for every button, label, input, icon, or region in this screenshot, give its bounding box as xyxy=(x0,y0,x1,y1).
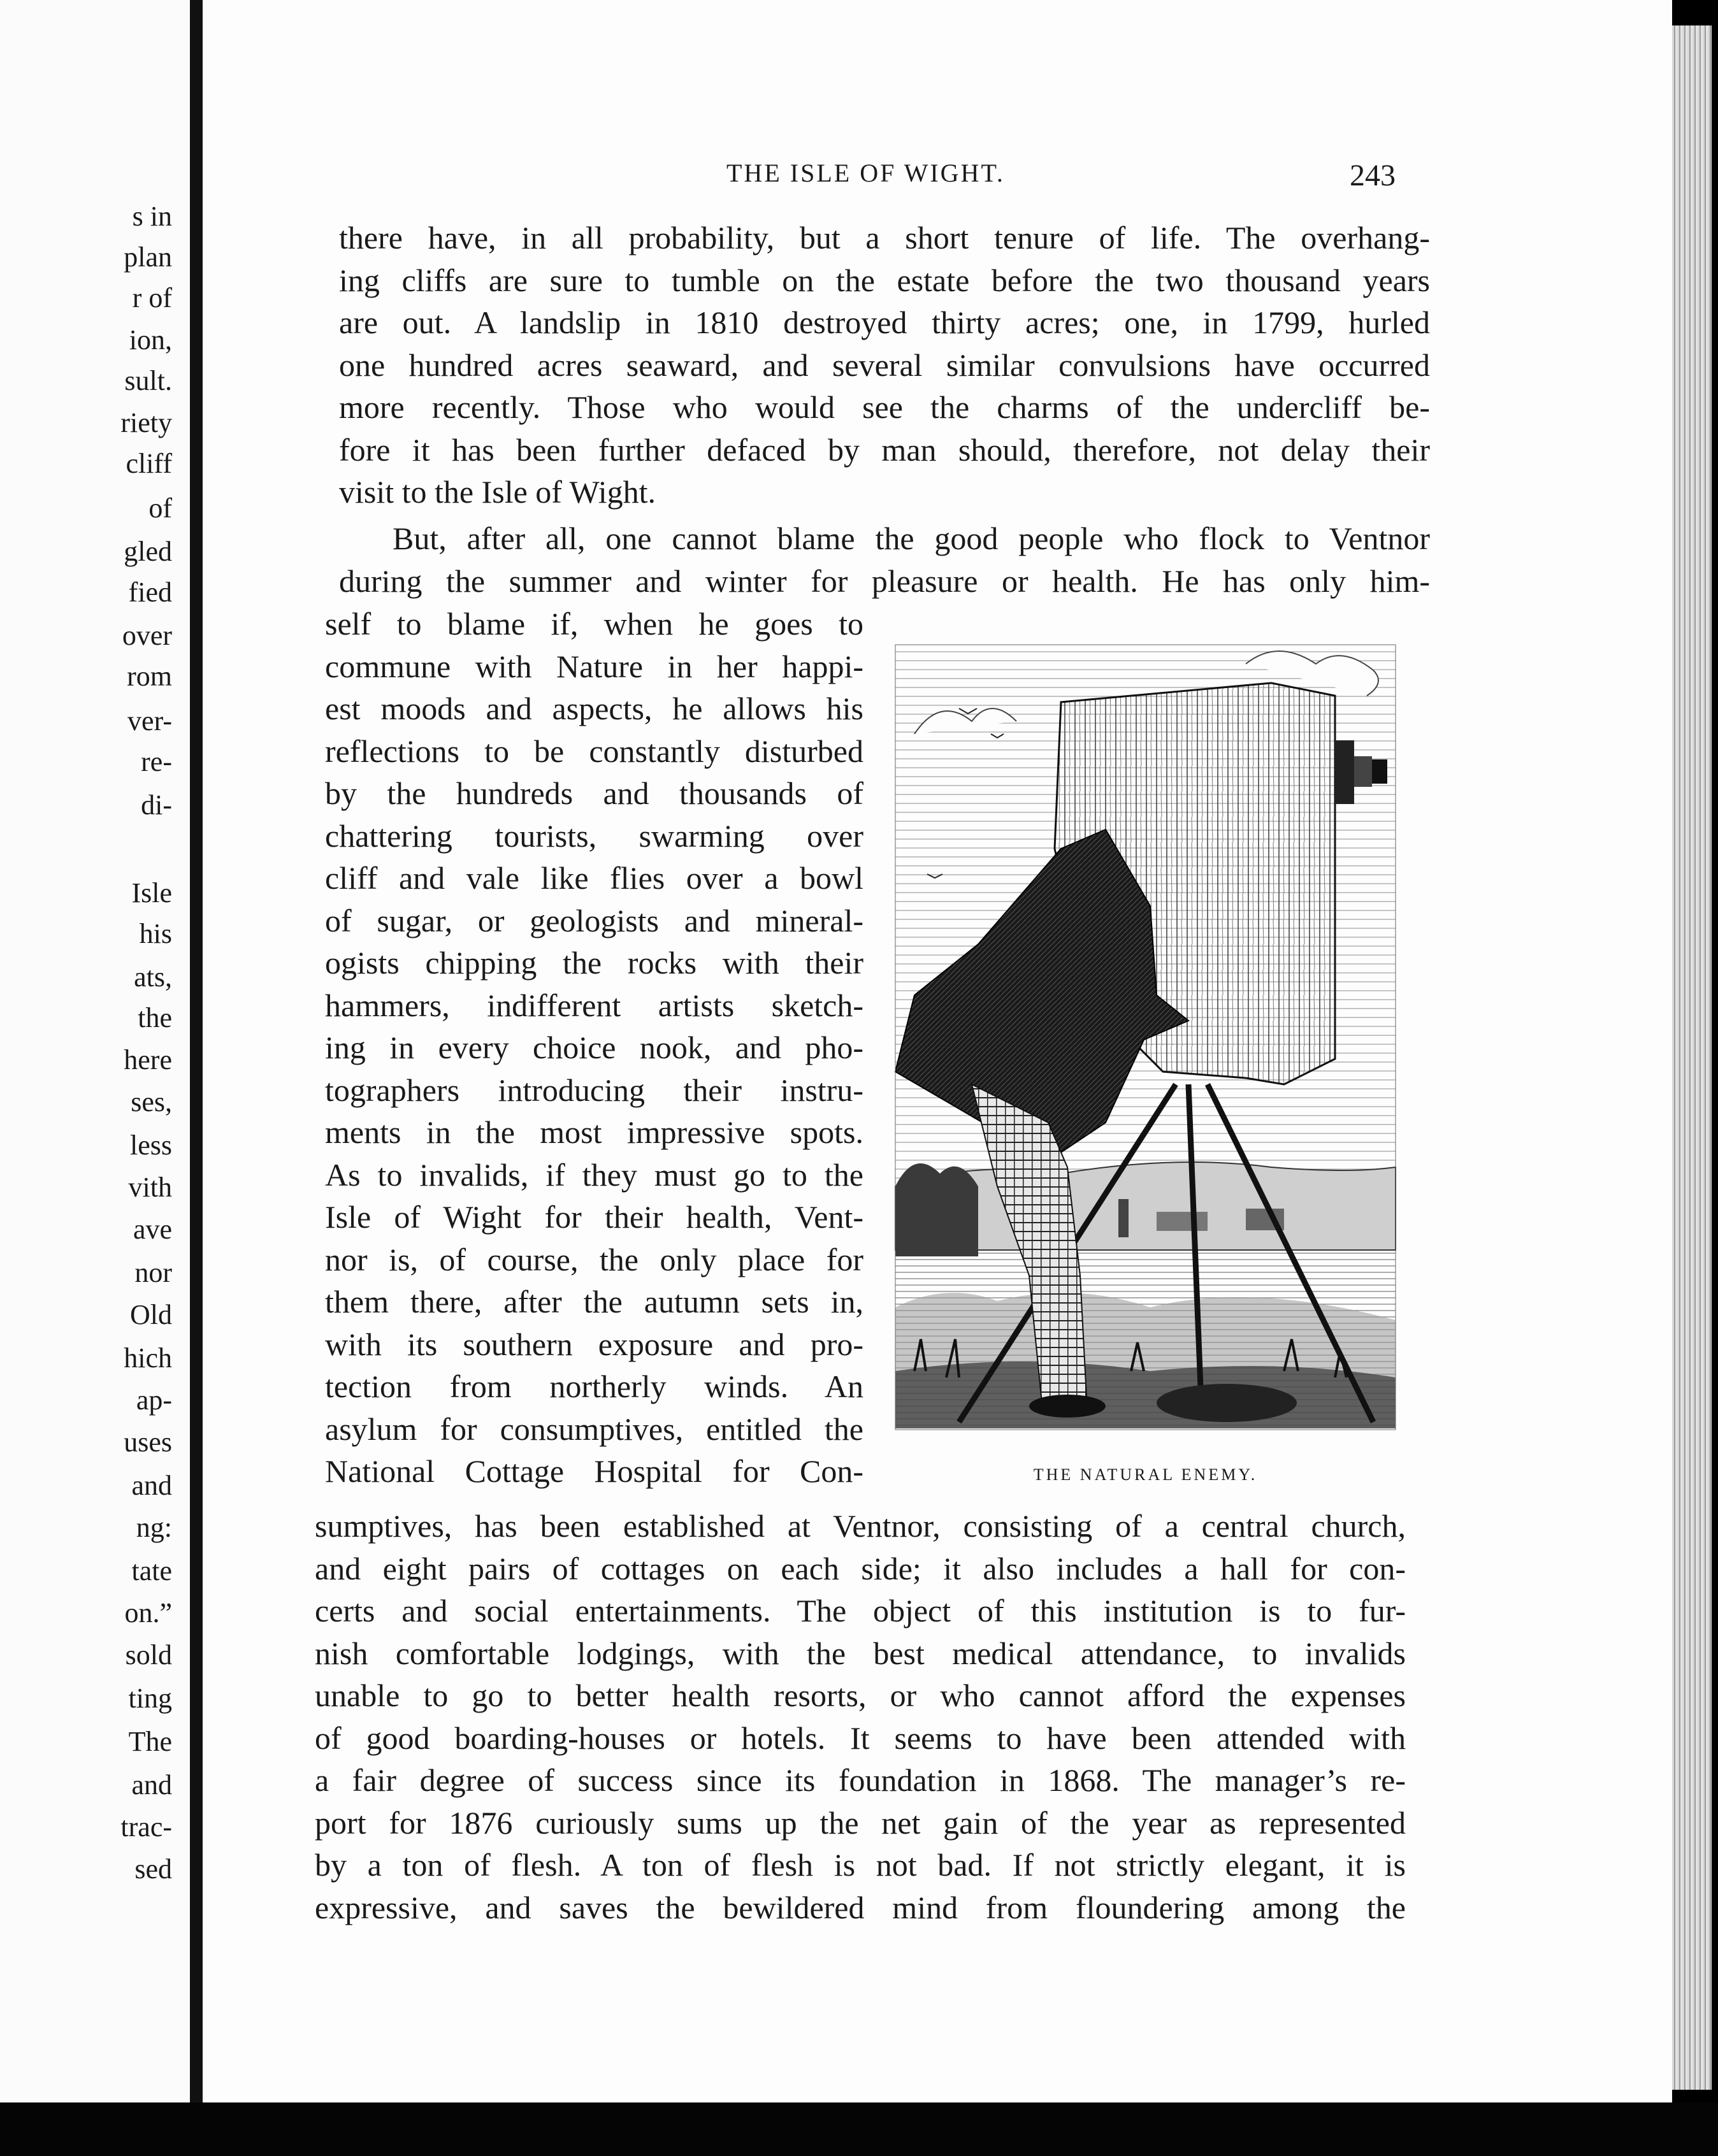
left-page-fragment: ver- xyxy=(127,705,172,737)
left-page-fragment: cliff xyxy=(126,448,172,479)
left-page-fragment: and xyxy=(131,1769,172,1800)
text-line: visit to the Isle of Wight. xyxy=(339,474,656,510)
left-page-fragment: re- xyxy=(141,746,172,777)
text-line: sumptives, has been established at Ventnor, consisting of a central church, xyxy=(315,1508,1406,1544)
text-line: National Cottage Hospital for Con- xyxy=(325,1453,863,1489)
left-page-fragment: sult. xyxy=(124,365,172,396)
paragraph-2-top xyxy=(339,517,1430,602)
running-title: THE ISLE OF WIGHT. xyxy=(726,159,1005,187)
left-page-fragment: over xyxy=(122,620,172,651)
left-page-fragment: uses xyxy=(124,1427,172,1458)
text-line: during the summer and winter for pleasure or health. He has only him- xyxy=(339,563,1430,599)
text-line: and eight pairs of cottages on each side; it also includes a hall for con- xyxy=(315,1550,1406,1586)
text-line: As to invalids, if they must go to the xyxy=(325,1156,863,1193)
left-page-fragment: nor xyxy=(134,1257,172,1288)
text-line: ing cliffs are sure to tumble on the estate before the two thousand years xyxy=(339,262,1430,298)
left-page-fragment: less xyxy=(130,1130,172,1161)
left-page-fragment: sold xyxy=(125,1639,172,1671)
left-page-fragment: his xyxy=(139,918,172,949)
left-page-fragment: Old xyxy=(130,1299,172,1330)
left-page-fragment: rom xyxy=(127,661,172,692)
paragraph-2-wrap xyxy=(325,603,863,1493)
paragraph-2-bottom xyxy=(315,1505,1406,1929)
text-line: asylum for consumptives, entitled the xyxy=(325,1411,863,1447)
left-page-fragment: plan xyxy=(124,241,172,273)
left-page-fragment: ng: xyxy=(136,1512,172,1543)
left-page-fragment: ion, xyxy=(129,324,172,356)
text-line: But, after all, one cannot blame the good people who flock to Ventnor xyxy=(393,521,1430,556)
left-page-fragment: vith xyxy=(128,1172,172,1203)
text-line: of sugar, or geologists and mineral- xyxy=(325,902,863,938)
text-line: cliff and vale like flies over a bowl xyxy=(325,860,863,896)
left-page-fragment: r of xyxy=(132,282,172,313)
text-line: self to blame if, when he goes to xyxy=(325,606,863,642)
text-line: nish comfortable lodgings, with the best medical attendance, to invalids xyxy=(315,1635,1406,1671)
text-line: by a ton of flesh. A ton of flesh is not bad. If not strictly elegant, it is xyxy=(315,1847,1406,1883)
text-line: fore it has been further defaced by man should, therefore, not delay their xyxy=(339,431,1430,468)
photographer-engraving-icon xyxy=(889,638,1402,1459)
text-line: chattering tourists, swarming over xyxy=(325,817,863,854)
left-page-fragment: here xyxy=(124,1044,172,1075)
left-page-fragment: hich xyxy=(124,1342,172,1374)
left-page-fragment: Isle xyxy=(131,877,172,909)
text-line: with its southern exposure and pro- xyxy=(325,1326,863,1362)
left-page-fragment: of xyxy=(148,492,172,524)
left-page-fragment: riety xyxy=(120,407,172,438)
text-line: commune with Nature in her happi- xyxy=(325,648,863,684)
text-line: of good boarding-houses or hotels. It seems to have been attended with xyxy=(315,1720,1406,1756)
text-line: by the hundreds and thousands of xyxy=(325,775,863,811)
text-line: expressive, and saves the bewildered mind from floundering among the xyxy=(315,1889,1406,1925)
text-line: hammers, indifferent artists sketch- xyxy=(325,987,863,1023)
left-page-fragment: ap- xyxy=(136,1384,172,1416)
text-line: unable to go to better health resorts, or who cannot afford the expenses xyxy=(315,1678,1406,1713)
text-line: more recently. Those who would see the charms of the undercliff be- xyxy=(339,389,1430,425)
left-page-fragment: on.” xyxy=(124,1597,172,1628)
left-page-edge xyxy=(0,0,190,2156)
left-page-fragment: trac- xyxy=(120,1811,172,1843)
text-line: them there, after the autumn sets in, xyxy=(325,1284,863,1319)
text-line: nor is, of course, the only place for xyxy=(325,1241,863,1277)
left-page-fragment: s in xyxy=(132,201,172,232)
left-page-fragment: and xyxy=(131,1470,172,1501)
page-edges xyxy=(1672,25,1712,2090)
left-page-fragment: ses, xyxy=(131,1086,172,1118)
left-page-fragment: ting xyxy=(128,1683,172,1714)
left-page-fragment: sed xyxy=(134,1853,172,1885)
text-line: a fair degree of success since its foundation in 1868. The manager’s re- xyxy=(315,1762,1406,1798)
left-page-fragment: The xyxy=(128,1726,172,1757)
text-line: ing in every choice nook, and pho- xyxy=(325,1030,863,1065)
text-line: est moods and aspects, he allows his xyxy=(325,691,863,726)
text-line: tographers introducing their instru- xyxy=(325,1072,863,1108)
text-line: reflections to be constantly disturbed xyxy=(325,733,863,769)
bottom-shadow xyxy=(0,2102,1718,2156)
left-page-fragment: the xyxy=(138,1002,172,1033)
page-number: 243 xyxy=(1350,159,1396,192)
text-line: tection from northerly winds. An xyxy=(325,1369,863,1404)
text-line: ogists chipping the rocks with their xyxy=(325,945,863,981)
figure-caption: THE NATURAL ENEMY. xyxy=(1033,1465,1258,1484)
left-page-fragment: fied xyxy=(128,577,172,608)
text-line: one hundred acres seaward, and several similar convulsions have occurred xyxy=(339,347,1430,383)
left-page-fragment: gled xyxy=(124,536,172,567)
text-line: certs and social entertainments. The object of this institution is to fur- xyxy=(315,1593,1406,1628)
book-gutter xyxy=(190,0,203,2156)
text-line: Isle of Wight for their health, Vent- xyxy=(325,1199,863,1235)
text-line: ments in the most impressive spots. xyxy=(325,1114,863,1150)
paragraph-1 xyxy=(339,217,1430,514)
text-line: port for 1876 curiously sums up the net gain of the year as represented xyxy=(315,1804,1406,1841)
left-page-fragment: ats, xyxy=(134,961,172,993)
left-page-fragment: di- xyxy=(141,789,172,821)
left-page-fragment: tate xyxy=(131,1555,172,1586)
text-line: are out. A landslip in 1810 destroyed thirty acres; one, in 1799, hurled xyxy=(339,305,1430,340)
left-page-fragment: ave xyxy=(133,1214,172,1245)
text-line: there have, in all probability, but a short tenure of life. The overhang- xyxy=(339,220,1430,255)
